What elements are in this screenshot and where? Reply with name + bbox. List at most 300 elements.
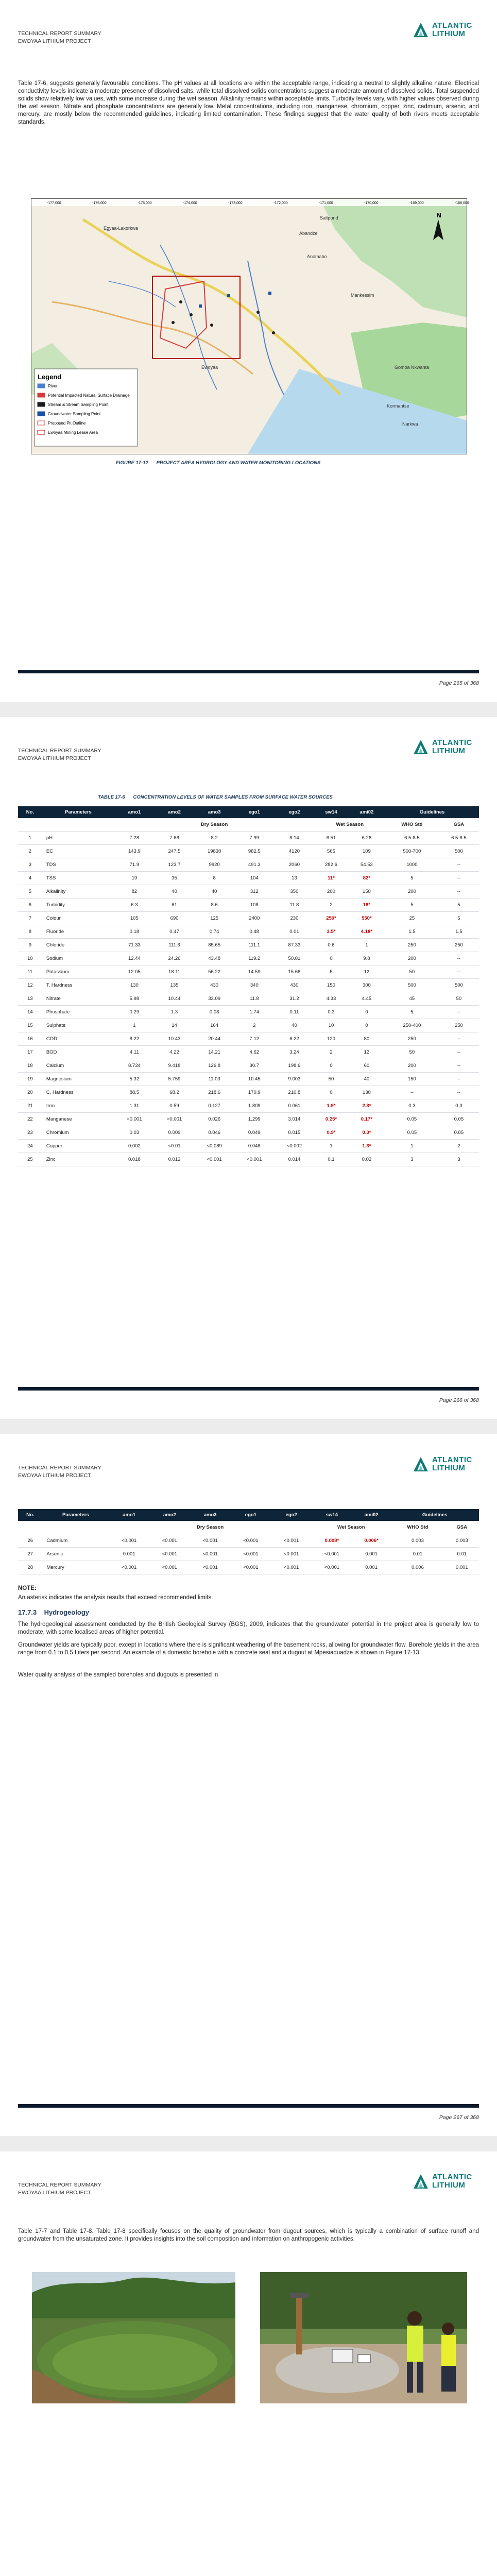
value-cell: 3 <box>18 858 42 872</box>
legend-swatch <box>38 412 45 416</box>
value-cell: 0.25* <box>314 1113 348 1126</box>
page-266 <box>0 717 497 1419</box>
value-cell: 25 <box>18 1153 42 1166</box>
value-cell: 0.1 <box>314 1153 348 1166</box>
logo-line2: LITHIUM <box>432 2181 466 2190</box>
value-cell: 0.9* <box>314 1126 348 1140</box>
col-header: ego2 <box>275 806 315 818</box>
value-cell: 0 <box>314 952 348 965</box>
value-cell: 11 <box>18 965 42 979</box>
value-cell: 17 <box>18 1046 42 1059</box>
value-cell: 22 <box>18 1113 42 1126</box>
value-cell: 120 <box>314 1032 348 1046</box>
value-cell: 5 <box>439 912 479 925</box>
value-cell: 6.26 <box>348 832 385 845</box>
table-row <box>18 992 479 1006</box>
value-cell: 5 <box>18 885 42 899</box>
value-cell: 430 <box>275 979 315 992</box>
value-cell: <0.001 <box>155 1113 195 1126</box>
value-cell: 109 <box>348 845 385 858</box>
table-row <box>18 899 479 912</box>
value-cell: 0.026 <box>194 1113 234 1126</box>
col-header: ego1 <box>234 806 275 818</box>
report-header-project: EWOYAA LITHIUM PROJECT <box>18 1472 91 1479</box>
col-header: ego1 <box>231 1509 271 1521</box>
value-cell: 12 <box>348 965 385 979</box>
parameter-cell: Phosphate <box>42 1006 114 1019</box>
parameter-cell: Sodium <box>42 952 114 965</box>
value-cell: 500 <box>439 979 479 992</box>
table-row <box>18 1113 479 1126</box>
report-header-project: EWOYAA LITHIUM PROJECT <box>18 38 91 44</box>
value-cell: 111.6 <box>155 939 195 952</box>
table-row <box>18 845 479 858</box>
value-cell: 71.9 <box>114 858 155 872</box>
value-cell: <0.001 <box>190 1534 231 1548</box>
table-row <box>18 965 479 979</box>
value-cell: 111.1 <box>234 939 275 952</box>
col-header: amo3 <box>190 1509 231 1521</box>
value-cell: 200 <box>385 885 439 899</box>
value-cell: 19 <box>114 872 155 885</box>
page-number: Page 267 of 368 <box>439 2114 479 2121</box>
value-cell: <0.001 <box>109 1534 149 1548</box>
value-cell: 6.51 <box>314 832 348 845</box>
value-cell: 982.5 <box>234 845 275 858</box>
value-cell: 108 <box>234 899 275 912</box>
col-header: No. <box>18 806 42 818</box>
parameter-cell: Chromium <box>42 1126 114 1140</box>
col-header: amo2 <box>155 806 195 818</box>
value-cell: 23 <box>18 1126 42 1140</box>
value-cell: 1 <box>348 939 385 952</box>
water-quality-table-continued <box>18 1509 479 1574</box>
value-cell: 68.2 <box>155 1086 195 1099</box>
value-cell: 7.12 <box>234 1032 275 1046</box>
season-row <box>18 1521 479 1534</box>
legend-item-label: River <box>48 384 58 388</box>
value-cell: <0.001 <box>149 1534 190 1548</box>
footer-bar <box>18 2104 479 2108</box>
value-cell: 11.03 <box>194 1073 234 1086</box>
value-cell: 125 <box>194 912 234 925</box>
value-cell: 9.8 <box>348 952 385 965</box>
value-cell: 1.809 <box>234 1099 275 1113</box>
value-cell: 7.28 <box>114 832 155 845</box>
value-cell: 9 <box>18 939 42 952</box>
value-cell: 3.24 <box>275 1046 315 1059</box>
value-cell: 0.48 <box>234 925 275 939</box>
col-header: amo1 <box>114 806 155 818</box>
value-cell: 0.013 <box>155 1153 195 1166</box>
value-cell: 250 <box>439 939 479 952</box>
page-265 <box>0 0 497 702</box>
value-cell: 130 <box>114 979 155 992</box>
legend-item-label: Ewoyaa Mining Lease Area <box>48 430 98 435</box>
value-cell: 50 <box>314 1073 348 1086</box>
parameter-cell: Magnesium <box>42 1073 114 1086</box>
value-cell: 3.5* <box>314 925 348 939</box>
parameter-cell: Calcium <box>42 1059 114 1073</box>
atlantic-lithium-logo <box>413 1454 479 1477</box>
value-cell: 15 <box>18 1019 42 1032</box>
value-cell: 33.09 <box>194 992 234 1006</box>
value-cell: 143.9 <box>114 845 155 858</box>
map-place-label: Mankessim <box>351 293 374 298</box>
value-cell: 27 <box>18 1548 43 1561</box>
value-cell: <0.001 <box>234 1153 275 1166</box>
parameter-cell: C. Hardness <box>42 1086 114 1099</box>
value-cell: 150 <box>348 885 385 899</box>
map-tick-label: -172,000 <box>273 201 288 205</box>
value-cell: 26 <box>18 1534 43 1548</box>
map-tick-label: -168,000 <box>455 201 469 205</box>
table-row <box>18 872 479 885</box>
value-cell: 10 <box>18 952 42 965</box>
value-cell: 350 <box>275 885 315 899</box>
value-cell: 10.44 <box>155 992 195 1006</box>
map-tick-label: -169,000 <box>409 201 424 205</box>
value-cell: 340 <box>234 979 275 992</box>
value-cell: 50 <box>439 992 479 1006</box>
legend-swatch <box>38 402 45 406</box>
value-cell: -- <box>439 1073 479 1086</box>
table-row <box>18 1046 479 1059</box>
value-cell: 1 <box>18 832 42 845</box>
value-cell: 0.015 <box>275 1126 315 1140</box>
map-tick-label: -171,000 <box>319 201 333 205</box>
value-cell: 13 <box>18 992 42 1006</box>
value-cell: 2.3* <box>348 1099 385 1113</box>
value-cell: 14 <box>155 1019 195 1032</box>
value-cell: 4120 <box>275 845 315 858</box>
parameter-cell: Sulphate <box>42 1019 114 1032</box>
page-267 <box>0 1434 497 2136</box>
value-cell: 50 <box>385 965 439 979</box>
value-cell: 2 <box>314 1046 348 1059</box>
value-cell: 0.3 <box>439 1099 479 1113</box>
parameter-cell: TSS <box>42 872 114 885</box>
value-cell: 10.45 <box>234 1073 275 1086</box>
hydrogeology-paragraph-3: Water quality analysis of the sampled boreholes and dugouts is presented in <box>18 1672 218 1678</box>
table-17-6-number: TABLE 17-6 <box>98 794 125 800</box>
value-cell: 2 <box>234 1019 275 1032</box>
value-cell: <0.001 <box>271 1534 312 1548</box>
value-cell: 300 <box>348 979 385 992</box>
value-cell: 8.734 <box>114 1059 155 1073</box>
value-cell: 150 <box>385 1073 439 1086</box>
table-row <box>18 979 479 992</box>
value-cell: 500 <box>385 979 439 992</box>
logo-line1: ATLANTIC <box>432 2173 472 2181</box>
logo-line2: LITHIUM <box>432 1464 466 1472</box>
table-17-6-caption <box>98 794 333 800</box>
figure-17-12-number: FIGURE 17-12 <box>116 460 148 466</box>
value-cell: 0.01 <box>390 1548 444 1561</box>
value-cell: 0.59 <box>155 1099 195 1113</box>
value-cell: 87.33 <box>275 939 315 952</box>
value-cell: 85.65 <box>194 939 234 952</box>
value-cell: 0.05 <box>439 1113 479 1126</box>
report-header-project: EWOYAA LITHIUM PROJECT <box>18 755 91 761</box>
value-cell: 1.5 <box>385 925 439 939</box>
map-tick-label: -173,000 <box>228 201 243 205</box>
value-cell: 0.08 <box>194 1006 234 1019</box>
hydrology-map <box>31 198 467 454</box>
value-cell: 0.74 <box>194 925 234 939</box>
map-place-label: Narkwa <box>402 421 418 427</box>
value-cell: 1.31 <box>114 1099 155 1113</box>
who-std-label: WHO Std <box>390 1521 444 1534</box>
gsa-label: GSA <box>439 818 479 832</box>
value-cell: 0.001 <box>352 1561 391 1574</box>
value-cell: 8 <box>18 925 42 939</box>
parameter-cell: Zinc <box>42 1153 114 1166</box>
footer-bar <box>18 1387 479 1391</box>
report-header-title: TECHNICAL REPORT SUMMARY <box>18 2182 101 2188</box>
report-header-title: TECHNICAL REPORT SUMMARY <box>18 1465 101 1471</box>
value-cell: 250-400 <box>385 1019 439 1032</box>
table-17-6-title: CONCENTRATION LEVELS OF WATER SAMPLES FROM SURFACE WATER SOURCES <box>133 794 333 800</box>
value-cell: 0.3* <box>348 1126 385 1140</box>
value-cell: 0.3 <box>385 1099 439 1113</box>
parameter-cell: pH <box>42 832 114 845</box>
value-cell: 0 <box>348 1019 385 1032</box>
value-cell: 3 <box>385 1153 439 1166</box>
value-cell: 8.22 <box>114 1032 155 1046</box>
value-cell: 312 <box>234 885 275 899</box>
value-cell: 15.66 <box>275 965 315 979</box>
value-cell: 0.01 <box>445 1548 479 1561</box>
value-cell: 4.33 <box>314 992 348 1006</box>
value-cell: 20.44 <box>194 1032 234 1046</box>
value-cell: 61 <box>155 899 195 912</box>
legend-item-label: Proposed Pit Outline <box>48 421 86 426</box>
value-cell: <0.001 <box>271 1548 312 1561</box>
map-place-label: Anomabo <box>307 254 327 259</box>
value-cell: 0.05 <box>385 1113 439 1126</box>
value-cell: 0.049 <box>234 1126 275 1140</box>
value-cell: 282.6 <box>314 858 348 872</box>
legend-swatch <box>38 384 45 388</box>
value-cell: 0.01 <box>275 925 315 939</box>
value-cell: 565 <box>314 845 348 858</box>
value-cell: 5.759 <box>155 1073 195 1086</box>
value-cell: 5.32 <box>114 1073 155 1086</box>
map-tick-label: -170,000 <box>364 201 379 205</box>
value-cell: 8 <box>194 872 234 885</box>
value-cell: 0.05 <box>439 1126 479 1140</box>
water-quality-summary: Table 17-6, suggests generally favourable conditions. The pH values at all locations are within the acceptable range, indicating a neutral to slightly alkaline nature. Electrical conductivity levels indicate a moderate presence of dissolved salts, while total dissolved solids concentrations suggest a moderate amount of dissolved solids. Total suspended solids show relatively low values, with some increase during the wet season. Alkalinity remains within acceptable limits. Turbidity levels vary, with higher values observed during the wet season. Nitrate and phosphate concentrations are generally low. Metal concentrations, including iron, manganese, chromium, copper, zinc, cadmium, arsenic, and mercury, are mostly below the recommended guidelines, indicating limited contamination. These findings suggest that the water quality of both rivers meets acceptable standards. <box>18 80 479 125</box>
value-cell: 5 <box>385 872 439 885</box>
value-cell: 200 <box>385 1059 439 1073</box>
section-number: 17.7.3 <box>18 1608 37 1616</box>
water-quality-table <box>18 806 479 1166</box>
value-cell: 6.3 <box>114 899 155 912</box>
note-label: NOTE: <box>18 1585 37 1591</box>
value-cell: 0.046 <box>194 1126 234 1140</box>
note-text: An asterisk indicates the analysis results that exceed recommended limits. <box>18 1595 213 1601</box>
value-cell: <0.001 <box>312 1548 352 1561</box>
value-cell: 1.74 <box>234 1006 275 1019</box>
value-cell: 4.11 <box>114 1046 155 1059</box>
col-header: sw14 <box>314 806 348 818</box>
parameter-cell: Potassium <box>42 965 114 979</box>
map-place-label: Kormantse <box>387 403 409 409</box>
value-cell: 0.048 <box>234 1140 275 1153</box>
wet-season-label: Wet Season <box>314 818 385 832</box>
logo-line2: LITHIUM <box>432 29 466 38</box>
value-cell: 14 <box>18 1006 42 1019</box>
value-cell: 20 <box>18 1086 42 1099</box>
figure-17-12-title: PROJECT AREA HYDROLOGY AND WATER MONITORING LOCATIONS <box>156 460 321 466</box>
parameter-cell: COD <box>42 1032 114 1046</box>
value-cell: 0.001 <box>445 1561 479 1574</box>
parameter-cell: Manganese <box>42 1113 114 1126</box>
value-cell: 50.01 <box>275 952 315 965</box>
table-header-row <box>18 1509 479 1521</box>
report-header-title: TECHNICAL REPORT SUMMARY <box>18 748 101 754</box>
table-row <box>18 1006 479 1019</box>
parameter-cell: Cadmium <box>43 1534 109 1548</box>
value-cell: 12 <box>18 979 42 992</box>
value-cell: 11* <box>314 872 348 885</box>
value-cell: 0.05 <box>385 1126 439 1140</box>
value-cell: 14.59 <box>234 965 275 979</box>
value-cell: <0.089 <box>194 1140 234 1153</box>
map-place-label: Egyaa-Lakorkwa <box>104 226 139 231</box>
col-header: ego2 <box>271 1509 312 1521</box>
value-cell: 7.99 <box>234 832 275 845</box>
value-cell: 60 <box>348 1059 385 1073</box>
value-cell: 198.6 <box>275 1059 315 1073</box>
parameter-cell: EC <box>42 845 114 858</box>
legend-swatch <box>38 393 45 397</box>
legend-item-label: Stream & Stream Sampling Point <box>48 402 109 407</box>
value-cell: 1 <box>314 1140 348 1153</box>
value-cell: 4.18* <box>348 925 385 939</box>
col-header: Parameters <box>43 1509 109 1521</box>
groundwater-intro-paragraph: Table 17-7 and Table 17-8. Table 17-8 specifically focuses on the quality of groundwater from dugout sources, which is typically a combination of surface runoff and groundwater from the unsaturated zone. It provides insights into the soil composition and information on anthropogenic activities. <box>18 2228 479 2242</box>
parameter-cell: TDS <box>42 858 114 872</box>
value-cell: 10.43 <box>155 1032 195 1046</box>
value-cell: 3 <box>439 1153 479 1166</box>
value-cell: 2 <box>439 1140 479 1153</box>
value-cell: 71.33 <box>114 939 155 952</box>
value-cell: 5 <box>385 1006 439 1019</box>
parameter-cell: Mercury <box>43 1561 109 1574</box>
value-cell: -- <box>439 1059 479 1073</box>
value-cell: 31.2 <box>275 992 315 1006</box>
col-header: ami02 <box>348 806 385 818</box>
logo-line1: ATLANTIC <box>432 1455 472 1464</box>
svg-text:N: N <box>436 212 442 219</box>
logo-mark-icon <box>413 2173 429 2191</box>
value-cell: 0.014 <box>275 1153 315 1166</box>
atlantic-lithium-logo <box>413 2171 479 2194</box>
value-cell: 9920 <box>194 858 234 872</box>
value-cell: 123.7 <box>155 858 195 872</box>
value-cell: 0.3 <box>314 1006 348 1019</box>
value-cell: 250* <box>314 912 348 925</box>
value-cell: 5 <box>314 965 348 979</box>
value-cell: 0.008* <box>312 1534 352 1548</box>
value-cell: -- <box>439 1046 479 1059</box>
value-cell: <0.002 <box>275 1140 315 1153</box>
legend-item-label: Groundwater Sampling Point <box>48 412 101 416</box>
col-header: No. <box>18 1509 43 1521</box>
value-cell: 35 <box>155 872 195 885</box>
value-cell: 0.6 <box>314 939 348 952</box>
value-cell: 0.002 <box>114 1140 155 1153</box>
page-number: Page 265 of 368 <box>439 680 479 686</box>
value-cell: 218.6 <box>194 1086 234 1099</box>
value-cell: 19830 <box>194 845 234 858</box>
value-cell: 40 <box>194 885 234 899</box>
report-header-title: TECHNICAL REPORT SUMMARY <box>18 30 101 37</box>
table-row <box>18 912 479 925</box>
parameter-cell: Turbidity <box>42 899 114 912</box>
table-row <box>18 885 479 899</box>
value-cell: 43.48 <box>194 952 234 965</box>
footer-bar <box>18 670 479 673</box>
table-row <box>18 1099 479 1113</box>
legend-item-label: Potential Impacted Natural Surface Drainage <box>48 393 130 398</box>
value-cell: 21 <box>18 1099 42 1113</box>
parameter-cell: BOD <box>42 1046 114 1059</box>
value-cell: 9.003 <box>275 1073 315 1086</box>
value-cell: 1 <box>114 1019 155 1032</box>
value-cell: 0.17* <box>348 1113 385 1126</box>
value-cell: 1.5 <box>439 925 479 939</box>
value-cell: 0 <box>314 1059 348 1073</box>
atlantic-lithium-logo <box>413 20 479 42</box>
value-cell: 135 <box>155 979 195 992</box>
value-cell: 10 <box>314 1019 348 1032</box>
parameter-cell: Copper <box>42 1140 114 1153</box>
value-cell: 82* <box>348 872 385 885</box>
value-cell: 6.22 <box>275 1032 315 1046</box>
value-cell: 2 <box>314 899 348 912</box>
value-cell: 4.22 <box>155 1046 195 1059</box>
table-row <box>18 858 479 872</box>
parameter-cell: Iron <box>42 1099 114 1113</box>
value-cell: 491.3 <box>234 858 275 872</box>
value-cell: 126.8 <box>194 1059 234 1073</box>
value-cell: 12.44 <box>114 952 155 965</box>
value-cell: 164 <box>194 1019 234 1032</box>
table-row <box>18 1019 479 1032</box>
table-row <box>18 1534 479 1548</box>
value-cell: 0.03 <box>114 1126 155 1140</box>
value-cell: <0.001 <box>231 1561 271 1574</box>
value-cell: 0.001 <box>109 1548 149 1561</box>
value-cell: 12.05 <box>114 965 155 979</box>
value-cell: 0.02 <box>348 1153 385 1166</box>
value-cell: 8.6 <box>194 899 234 912</box>
table-row <box>18 1086 479 1099</box>
value-cell: 0.006* <box>352 1534 391 1548</box>
value-cell: 0.003 <box>445 1534 479 1548</box>
figure-17-12-caption <box>116 460 320 466</box>
borehole-photo <box>260 2272 467 2403</box>
table-row <box>18 1126 479 1140</box>
col-header: sw14 <box>312 1509 352 1521</box>
value-cell: -- <box>439 1086 479 1099</box>
value-cell: 25 <box>385 912 439 925</box>
value-cell: 18 <box>18 1059 42 1073</box>
value-cell: 250 <box>385 1032 439 1046</box>
